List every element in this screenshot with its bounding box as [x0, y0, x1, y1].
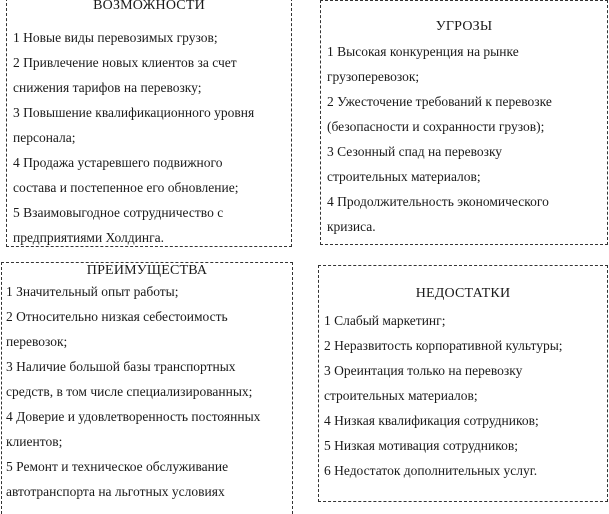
list-item: 3 Повышение квалификационного уровня [13, 105, 255, 120]
disadvantages-title: НЕДОСТАТКИ [415, 286, 511, 301]
list-item: 5 Низкая мотивация сотрудников; [324, 438, 518, 453]
opportunities-box [6, 0, 292, 247]
list-item: строительных материалов; [324, 388, 478, 403]
list-item: предприятиями Холдинга. [13, 230, 164, 245]
list-item: грузоперевозок; [327, 69, 420, 84]
opportunities-title: ВОЗМОЖНОСТИ [93, 0, 205, 13]
threats-title: УГРОЗЫ [435, 19, 493, 34]
advantages-title: ПРЕИМУЩЕСТВА [86, 263, 208, 278]
list-item: 3 Ореинтация только на перевозку [324, 363, 523, 378]
list-item: 2 Неразвитость корпоративной культуры; [324, 338, 563, 353]
list-item: 5 Ремонт и техническое обслуживание [6, 459, 229, 474]
list-item: 3 Сезонный спад на перевозку [327, 144, 503, 159]
opportunities-list [10, 25, 289, 250]
list-item: кризиса. [327, 219, 376, 234]
threats-list [324, 39, 605, 239]
list-item: клиентов; [6, 434, 63, 449]
list-item: 1 Слабый маркетинг; [324, 313, 446, 328]
advantages-list [3, 279, 290, 504]
list-item: 2 Ужесточение требований к перевозке [327, 94, 552, 109]
list-item: 1 Высокая конкуренция на рынке [327, 44, 519, 59]
list-item: (безопасности и сохранности грузов); [327, 119, 545, 134]
list-item: 4 Продажа устаревшего подвижного [13, 155, 223, 170]
list-item: автотранспорта на льготных условиях [6, 484, 225, 499]
list-item: 1 Значительный опыт работы; [6, 284, 179, 299]
threats-box [320, 0, 608, 245]
advantages-box [1, 262, 293, 514]
disadvantages-box [318, 265, 608, 502]
list-item: 4 Продолжительность экономического [327, 194, 549, 209]
list-item: 6 Недостаток дополнительных услуг. [324, 463, 538, 478]
list-item: 1 Новые виды перевозимых грузов; [13, 30, 218, 45]
disadvantages-list [321, 308, 605, 483]
list-item: 2 Относительно низкая себестоимость [6, 309, 228, 324]
list-item: 4 Низкая квалификация сотрудников; [324, 413, 539, 428]
list-item: 5 Взаимовыгодное сотрудничество с [13, 205, 224, 220]
list-item: персонала; [13, 130, 76, 145]
list-item: средств, в том числе специализированных; [6, 384, 253, 399]
list-item: перевозок; [6, 334, 68, 349]
list-item: состава и постепенное его обновление; [13, 180, 239, 195]
list-item: 4 Доверие и удовлетворенность постоянных [6, 409, 261, 424]
list-item: 2 Привлечение новых клиентов за счет [13, 55, 237, 70]
list-item: 3 Наличие большой базы транспортных [6, 359, 236, 374]
list-item: строительных материалов; [327, 169, 481, 184]
list-item: снижения тарифов на перевозку; [13, 80, 202, 95]
